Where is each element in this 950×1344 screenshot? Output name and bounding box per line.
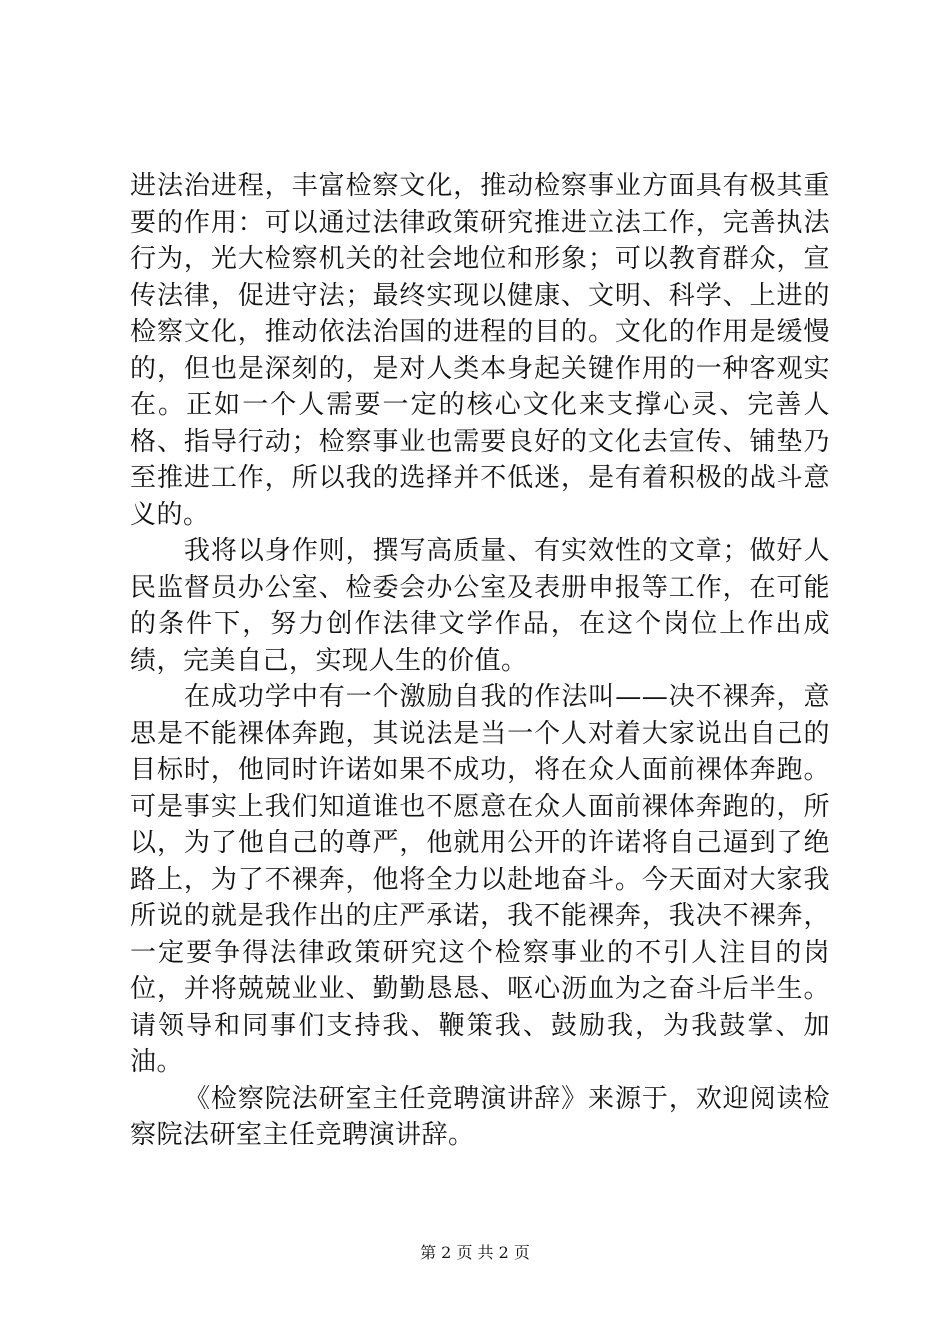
paragraph: 《检察院法研室主任竞聘演讲辞》来源于，欢迎阅读检察院法研室主任竞聘演讲辞。: [130, 1083, 830, 1150]
page-number-footer: 第 2 页 共 2 页: [420, 1243, 530, 1262]
paragraph: 我将以身作则，撰写高质量、有实效性的文章；做好人民监督员办公室、检委会办公室及表册申报等工作，在可能的条件下，努力创作法律文学作品，在这个岗位上作出成绩，完美自己，实现人生的价值。: [130, 536, 830, 676]
paragraph: 进法治进程，丰富检察文化，推动检察事业方面具有极其重要的作用：可以通过法律政策研究推进立法工作，完善执法行为，光大检察机关的社会地位和形象；可以教育群众，宣传法律，促进守法；最终实现以健康、文明、科学、上进的检察文化，推动依法治国的进程的目的。文化的作用是缓慢的，但也是深刻的，是对人类本身起关键作用的一种客观实在。正如一个人需要一定的核心文化来支撑心灵、完善人格、指导行动；检察事业也需要良好的文化去宣传、铺垫乃至推进工作，所以我的选择并不低迷，是有着积极的战斗意义的。: [130, 171, 830, 530]
paragraph: 在成功学中有一个激励自我的作法叫——决不裸奔，意思是不能裸体奔跑，其说法是当一个人对着大家说出自己的目标时，他同时许诺如果不成功，将在众人面前裸体奔跑。可是事实上我们知道谁也不愿意在众人面前裸体奔跑的，所以，为了他自己的尊严，他就用公开的许诺将自己逼到了绝路上，为了不裸奔，他将全力以赴地奋斗。今天面对大家我所说的就是我作出的庄严承诺，我不能裸奔，我决不裸奔，一定要争得法律政策研究这个检察事业的不引人注目的岗位，并将兢兢业业、勤勤恳恳、呕心沥血为之奋斗后半生。请领导和同事们支持我、鞭策我、鼓励我，为我鼓掌、加油。: [130, 682, 830, 1077]
document-body: [130, 168, 830, 1154]
